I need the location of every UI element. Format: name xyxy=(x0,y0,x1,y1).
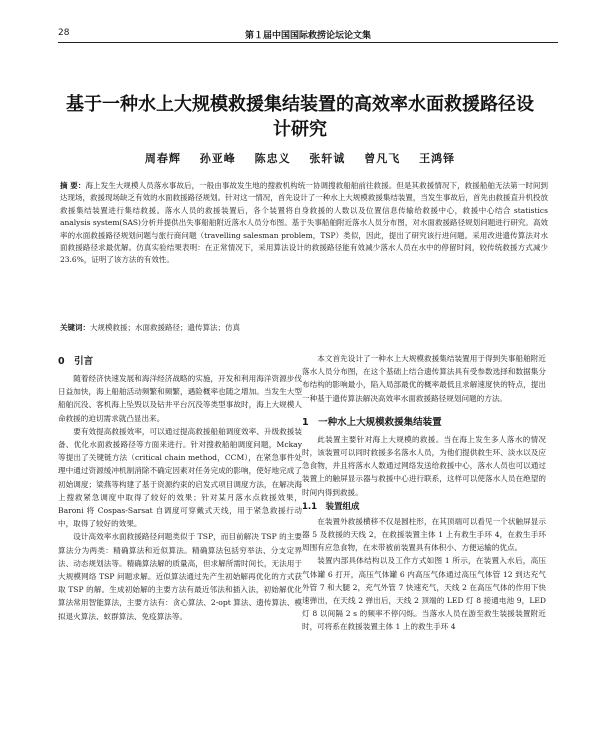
author-name: 王鸿铎 xyxy=(419,152,456,165)
right-column xyxy=(302,352,546,634)
section-heading-1: 1 一种水上大规模救援集结装置 xyxy=(302,416,442,428)
keywords-label: 关键词： xyxy=(60,323,90,332)
subsection-paragraph: 装置内部具体结构以及工作方式如图 1 所示，在装置入水后，高压气体罐 6 打开，高压气体罐 6 内高压气体通过高压气体管 12 到达充气外管 7 和大腿 2，充气外管 7 快速充气，天线 2 在高压气体的作用下快速弹出，在天线 2 弹出后，天线 2 顶端的 LED 灯 8 接通电池 9，LED 灯 8 以间隔 2 s 的频率不停闪烁。当落水人员在游至救生装援装置附近时，可将系在救援装置主体 1 上的救生手环 4 xyxy=(302,556,546,632)
intro-paragraph: 随着经济快速发展和海洋经济战略的实施，开发和利用海洋资源步伐日益加快，海上船舶活动频繁和频繁，遇险概率也随之增加。当发生大型船舶沉没、客机海上坠毁以及钻井平台沉没等类型事故时，海上大规模人命救援的迫切需求就凸显出来。 xyxy=(58,374,302,423)
subsection-heading-1-1: 1.1 装置组成 xyxy=(302,501,360,512)
author-list xyxy=(60,150,540,166)
page-header xyxy=(58,26,558,43)
author-name: 张轩诚 xyxy=(309,152,346,165)
abstract-label: 摘 要： xyxy=(60,181,86,190)
abstract-text: 海上发生大规模人员落水事故后，一般由事故发生地的搜救机构统一协调搜救船舶前往救援。但是其救援情况下，救援船舶无法第一时间到达现场，救援现场缺乏有效的水面救援路径规划。针对这一情况，首先设计了一种水上大规模救援集结装置，当发生事故后，首先由救援直升机投放救援集结装置进行集结救援。落水人员的救援装置后，各个装置将自身救援的人数以及位置信息传输给救援中心，救援中心结合 statistics analysis system(SAS)分析并提供出失事船舶附近落水人员分布图。基于失事船舶附近落水人员分布图，对水面救援路径规划问题进行研究。高效率的水面救援路径规划问题与旅行商问题（travelling salesman problem，TSP）类似，因此，提出了研究该行进问题。采用改进遗传算法对水面救援路径求最优解。仿真实验结果表明：在正常情况下，采用算法设计的救援路径能有效减少落水人员在水中的停留时间，较传统救援方式减少 23.6%，证明了该方法的有效性。 xyxy=(60,181,548,265)
running-head: 第１届中国国际救捞论坛论文集 xyxy=(244,31,371,41)
keywords-text: 大规模救援；水面救援路径；遗传算法；仿真 xyxy=(90,323,240,332)
page-number: 28 xyxy=(58,28,70,38)
author-name: 孙亚峰 xyxy=(199,152,236,165)
keywords xyxy=(60,322,548,334)
intro-paragraph: 要有效提高救援效率，可以通过提高救援船舶调度效率、升级救援装备、优化水面救援路径等方面来进行。针对搜救船舶调度问题，Mckay 等提出了关键链方法（critical chain method，CCM），在紧急事件处理中通过资源缓冲机制消除不确定因素对任务完成的影响，使好地完成了初始调度；梁燕等构建了基于资源约束的启发式项目调度方法，在解决海上搜救紧急调度中取得了较好的效果；针对某月落水点救援效果，Baroni 将 Cospas-Sarsat 自调度可穿戴式天线，用于紧急救援行动中，取得了较好的效果。 xyxy=(58,426,302,529)
author-name: 周春辉 xyxy=(144,152,181,165)
abstract xyxy=(60,180,548,267)
left-column xyxy=(58,352,302,623)
intro-continuation: 本文首先设计了一种水上大规模救援集结装置用于得到失事船舶附近落水人员分布图，在这个基础上结合遗传算法具有受参数选择和数据集分布结构的影响最小，陷入局部最优的概率最低且求解速度快的特点，提出一种基于遗传算法解决高效率水面救援路径规划问题的方法。 xyxy=(302,354,546,403)
section-heading-intro: 0 引言 xyxy=(58,356,94,367)
author-name: 陈忠义 xyxy=(254,152,291,165)
subsection-paragraph: 在装置外救援横移不仅是圆柱形，在其顶端可以看见一个状触屏显示器 5 及救援的天线 2，在救援装置主体 1 上有救生手环 4，在救生手环周围有应急食物，在未带被前装置具有体积小、方便运输的优点。 xyxy=(302,516,546,553)
intro-paragraph: 设计高效率水面救援路径问题类似于 TSP，而目前解决 TSP 的主要算法分为两类：精确算法和近似算法。精确算法包括穷举法、分支定界法、动态规划法等。精确算法解的质量高，但求解所需时间长，无法用于大规模网络 TSP 问题求解。近似算法通过先产生初始解再优化的方式获取 TSP 的解。生成初始解的主要方法有最近邻法和插入法，初始解优化算法常用智能算法，主要方法有：贪心算法、2-opt 算法、遗传算法、模拟退火算法、蚁群算法、免疫算法等。 xyxy=(58,532,302,621)
section-1-paragraph: 此装置主要针对海上大规模的救援。当在海上发生多人落水的情况时，该装置可以同时救援多名落水人员，为他们提供救生环、淡水以及应急食物，并且将落水人数通过网络发送给救援中心，落水人员也可以通过装置上的触屏显示器与救援中心进行联系，这样可以使落水人员在绝望的时间内得到救援。 xyxy=(302,434,546,497)
paper-title: 基于一种水上大规模救援集结装置的高效率水面救援路径设计研究 xyxy=(66,94,534,140)
author-name: 曾凡飞 xyxy=(364,152,401,165)
